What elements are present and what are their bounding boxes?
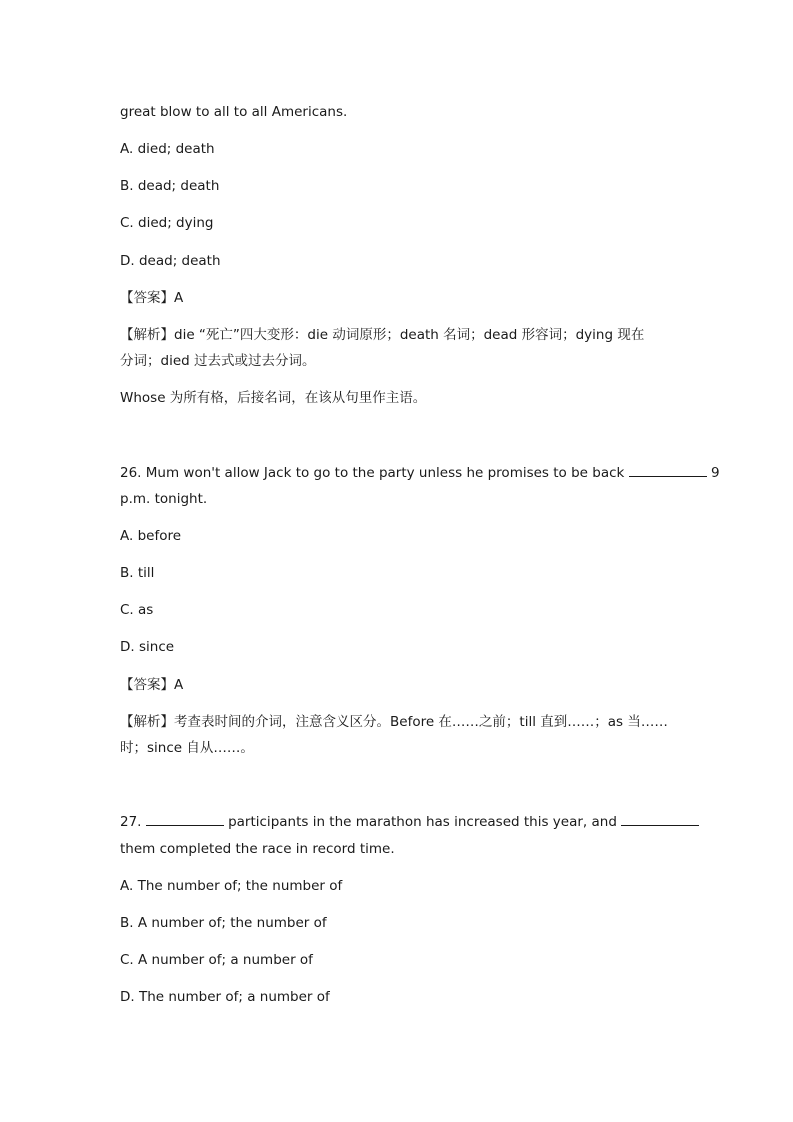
question-26-stem — [120, 464, 720, 482]
option-d: D. The number of; a number of — [120, 989, 330, 1005]
question-text: great blow to all to all Americans. — [120, 104, 348, 120]
answer-blank — [621, 813, 699, 826]
analysis-line: Whose 为所有格，后接名词，在该从句里作主语。 — [120, 390, 427, 406]
option-b: B. dead; death — [120, 178, 220, 194]
option-a: A. before — [120, 528, 182, 544]
option-c: C. A number of; a number of — [120, 952, 313, 968]
option-b: B. A number of; the number of — [120, 915, 327, 931]
analysis-line: 【解析】考查表时间的介词，注意含义区分。Before 在……之前；till 直到……；as 当…… — [120, 714, 668, 730]
option-a: A. The number of; the number of — [120, 878, 343, 894]
question-26-stem-cont: p.m. tonight. — [120, 491, 208, 507]
question-27-stem-cont: them completed the race in record time. — [120, 841, 395, 857]
analysis-line: 【解析】die “死亡”四大变形：die 动词原形；death 名词；dead 形容词；dying 现在 — [120, 327, 645, 343]
option-c: C. as — [120, 602, 154, 618]
analysis-line: 时；since 自从……。 — [120, 740, 254, 756]
stem-text: participants in the marathon has increased this year, and — [228, 814, 617, 830]
option-d: D. since — [120, 639, 175, 655]
answer-blank — [146, 813, 224, 826]
stem-text: 9 — [710, 465, 720, 481]
option-d: D. dead; death — [120, 253, 221, 269]
stem-text: 27. — [120, 814, 142, 830]
question-27-stem — [120, 813, 699, 831]
answer: 【答案】A — [120, 290, 184, 306]
analysis-line: 分词；died 过去式或过去分词。 — [120, 353, 316, 369]
answer: 【答案】A — [120, 677, 184, 693]
answer-blank — [629, 464, 707, 477]
stem-text: 26. Mum won't allow Jack to go to the party unless he promises to be back — [120, 465, 625, 481]
option-c: C. died; dying — [120, 215, 214, 231]
option-b: B. till — [120, 565, 155, 581]
option-a: A. died; death — [120, 141, 215, 157]
